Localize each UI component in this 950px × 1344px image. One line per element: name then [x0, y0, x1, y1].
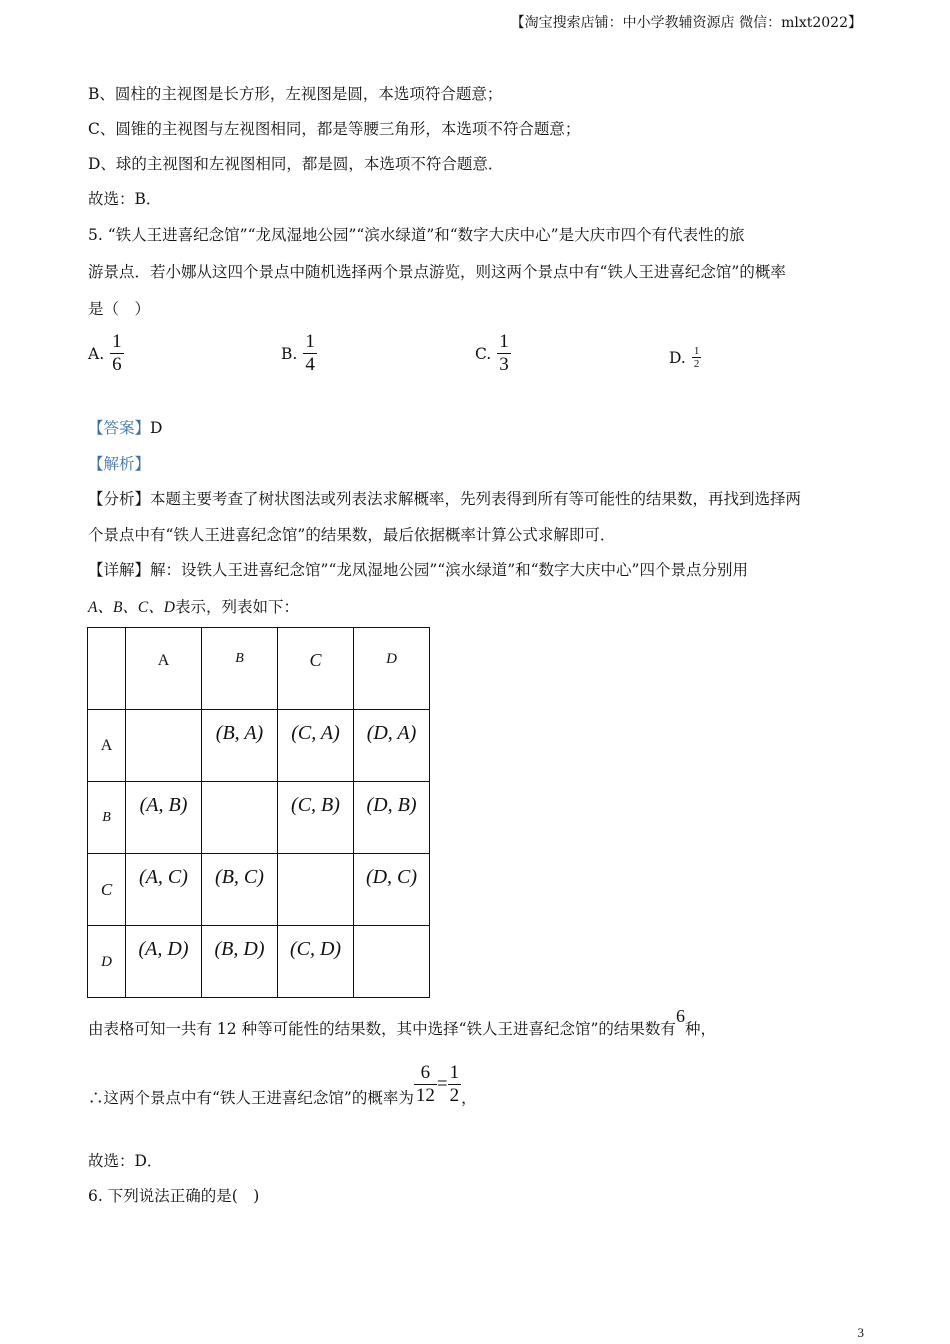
analysis-line-2: 个景点中有“铁人王进喜纪念馆”的结果数，最后依据概率计算公式求解即可． [88, 526, 616, 544]
conclusion-count: 6 [675, 1006, 685, 1026]
probability-fraction: $\frac{6}{12}$ [415, 1062, 435, 1106]
option-a-label: A. [88, 344, 105, 363]
table-cell [278, 854, 354, 926]
table-row-header: B [88, 782, 126, 854]
table-row [88, 710, 430, 782]
table-cell: (B, A) [202, 710, 278, 782]
option-d-fraction: $\frac{1}{2}$ [693, 345, 700, 370]
option-b-fraction: $\frac{1}{4}$ [305, 331, 315, 375]
table-row [88, 854, 430, 926]
text-line-b: B、圆柱的主视图是长方形，左视图是圆，本选项符合题意； [88, 85, 503, 103]
table-row-header: A [88, 710, 126, 782]
q5-line-1: 5. “铁人王进喜纪念馆”“龙凤湿地公园”“滨水绿道”和“数字大庆中心”是大庆市四个有代表性的旅 [88, 226, 745, 244]
comma: ， [461, 1088, 477, 1107]
table-cell [202, 782, 278, 854]
option-d [669, 345, 701, 370]
answer-line [88, 416, 162, 438]
text-line-d: D、球的主视图和左视图相同，都是圆，本选项不符合题意． [88, 155, 504, 173]
answer-tag: 【答案】 [88, 419, 151, 437]
table-cell: (D, C) [354, 854, 430, 926]
conclusion-text-1a: 由表格可知一共有 12 种等可能性的结果数，其中选择“铁人王进喜纪念馆”的结果数有 [88, 1020, 676, 1038]
detail-vars: A、B、C、D [88, 599, 175, 616]
option-a-fraction: $\frac{1}{6}$ [112, 331, 122, 375]
conclusion-line-2 [88, 1062, 477, 1107]
detail-line-1 [88, 558, 748, 580]
detail-label: 【详解】 [88, 561, 151, 579]
table-cell: (A, D) [126, 926, 202, 998]
table-cell: (A, B) [126, 782, 202, 854]
table-row [88, 782, 430, 854]
table-cell: (D, A) [354, 710, 430, 782]
table-col-header: A [126, 628, 202, 710]
option-d-label: D. [669, 348, 686, 367]
option-c-label: C. [475, 344, 492, 363]
table-cell: (B, C) [202, 854, 278, 926]
table-cell: (C, B) [278, 782, 354, 854]
table-cell: (B, D) [202, 926, 278, 998]
option-b [281, 331, 317, 376]
analysis-text-1: 本题主要考查了树状图法或列表法求解概率，先列表得到所有等可能性的结果数，再找到选择两 [150, 490, 802, 508]
analysis-label: 【分析】 [88, 490, 151, 508]
q5-line-2: 游景点．若小娜从这四个景点中随机选择两个景点游览，则这两个景点中有“铁人王进喜纪念馆”的概率 [88, 263, 786, 281]
equals-sign: = [436, 1073, 448, 1095]
q5-choice: 故选：D． [88, 1152, 163, 1170]
conclusion-text-2: ∴这两个景点中有“铁人王进喜纪念馆”的概率为 [88, 1088, 414, 1107]
table-cell: (C, D) [278, 926, 354, 998]
q6-line: 6. 下列说法正确的是( ) [88, 1187, 260, 1205]
table-corner-cell [88, 628, 126, 710]
option-a [88, 331, 124, 376]
table-cell [354, 926, 430, 998]
table-cell: (A, C) [126, 854, 202, 926]
conclusion-text-1b: 种， [684, 1020, 716, 1038]
detail-line-2 [88, 595, 299, 617]
simplified-fraction: $\frac{1}{2}$ [449, 1062, 460, 1106]
q5-line-3: 是（ ） [88, 300, 151, 318]
table-col-header: C [278, 628, 354, 710]
table-col-header: D [354, 628, 430, 710]
table-row-header: D [88, 926, 126, 998]
table-cell: (C, A) [278, 710, 354, 782]
page-header: 【淘宝搜索店铺：中小学教辅资源店 微信：mlxt2022】 [510, 15, 862, 31]
option-b-label: B. [281, 344, 298, 363]
answer-value: D [150, 419, 163, 437]
detail-text-2: 表示，列表如下： [174, 598, 299, 616]
table-row-header: C [88, 854, 126, 926]
prev-choice: 故选：B． [88, 190, 162, 208]
table-cell [126, 710, 202, 782]
table-header-row [88, 628, 430, 710]
table-row [88, 926, 430, 998]
detail-text-1: 解：设铁人王进喜纪念馆”“龙凤湿地公园”“滨水绿道”和“数字大庆中心”四个景点分别用 [150, 561, 748, 579]
page-number: 3 [857, 1325, 864, 1340]
analysis-line-1 [88, 487, 801, 509]
conclusion-line-1 [88, 1006, 716, 1039]
option-c [475, 331, 511, 376]
text-line-c: C、圆锥的主视图与左视图相同，都是等腰三角形，本选项不符合题意； [88, 120, 581, 138]
table-cell: (D, B) [354, 782, 430, 854]
table-col-header: B [202, 628, 278, 710]
outcome-table [87, 627, 430, 998]
option-c-fraction: $\frac{1}{3}$ [499, 331, 509, 375]
analysis-tag: 【解析】 [88, 455, 151, 473]
